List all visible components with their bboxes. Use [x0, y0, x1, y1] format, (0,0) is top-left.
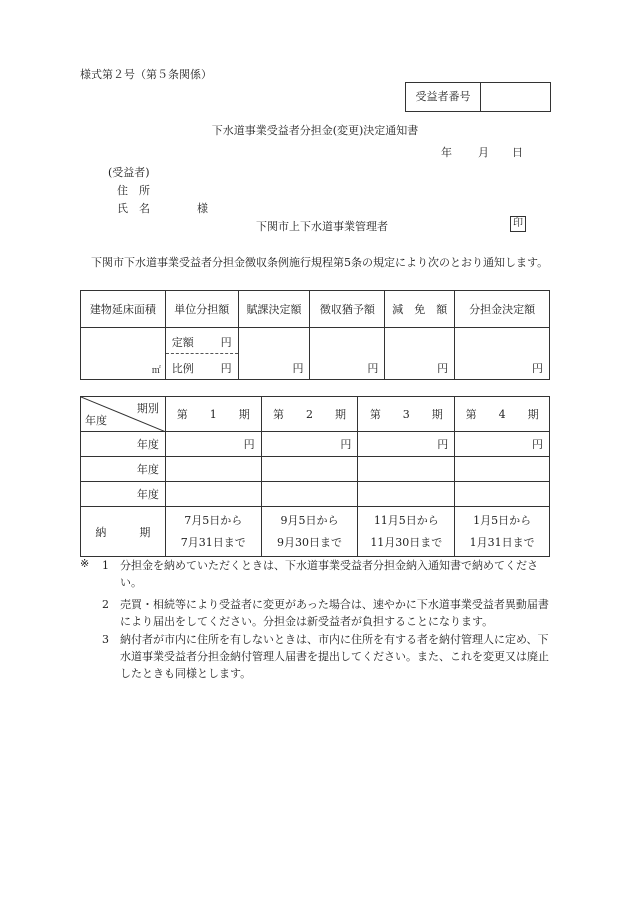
address-label: 住 所	[117, 184, 150, 197]
year-label: 年度	[81, 457, 166, 482]
period-3-amount[interactable]	[358, 482, 455, 507]
corner-period-label: 期別	[136, 402, 159, 415]
due-from: 1月5日から	[473, 513, 532, 527]
note-3-text: 納付者が市内に住所を有しないときは、市内に住所を有する者を納付管理人に定め、下水道事業受益者分担金納付管理人届書を提出してください。また、これを変更又は廃止したときも同様とします。	[120, 633, 549, 680]
period-1-due	[165, 507, 261, 557]
note-2-text: 売買・相続等により受益者に変更があった場合は、速やかに下水道事業受益者異動届書により届出をしてください。分担金は新受益者が負担することになります。	[120, 598, 549, 628]
period-3-due	[358, 507, 455, 557]
period-2-amount[interactable]: 円	[261, 432, 358, 457]
header-final-amount: 分担金決定額	[455, 291, 550, 328]
schedule-row	[81, 482, 550, 507]
levied-amount-cell[interactable]: 円	[238, 328, 310, 380]
note-3-number: 3	[102, 633, 109, 646]
exempt-amount-cell[interactable]: 円	[385, 328, 455, 380]
header-floor-area: 建物延床面積	[81, 291, 166, 328]
period-4-header: 第 4 期	[455, 397, 550, 432]
period-4-amount[interactable]: 円	[455, 432, 550, 457]
note-2	[80, 596, 550, 630]
schedule-row	[81, 457, 550, 482]
ratio-rate-line	[166, 353, 238, 379]
header-deferred-amount: 徴収猶予額	[310, 291, 385, 328]
period-4-amount[interactable]	[455, 482, 550, 507]
header-exempt-amount: 減 免 額	[385, 291, 455, 328]
deferred-amount-cell[interactable]: 円	[310, 328, 385, 380]
year-label: 年度	[81, 482, 166, 507]
period-4-due	[455, 507, 550, 557]
corner-cell	[81, 397, 166, 432]
period-3-header: 第 3 期	[358, 397, 455, 432]
due-from: 11月5日から	[373, 513, 439, 527]
honorific: 様	[197, 202, 208, 215]
period-3-amount[interactable]	[358, 457, 455, 482]
recipient-heading: (受益者)	[108, 166, 150, 179]
doc-title: 下水道事業受益者分担金(変更)決定通知書	[211, 124, 419, 137]
issuer-name: 下関市上下水道事業管理者	[256, 220, 388, 233]
fixed-rate-line	[166, 328, 238, 353]
assessment-value-row	[81, 328, 550, 380]
period-1-amount[interactable]: 円	[165, 432, 261, 457]
form-label: 様式第２号（第５条関係）	[80, 68, 212, 81]
corner-year-label: 年度	[85, 414, 107, 427]
seal-icon: 印	[510, 216, 526, 232]
note-1	[80, 557, 550, 591]
period-2-amount[interactable]	[261, 457, 358, 482]
note-1-number: 1	[102, 559, 109, 572]
name-label: 氏 名	[117, 202, 150, 215]
notes-mark: ※	[80, 557, 90, 570]
due-label: 納 期	[81, 507, 166, 557]
schedule-header-row	[81, 397, 550, 432]
period-2-header: 第 2 期	[261, 397, 358, 432]
recipient-number-field[interactable]	[481, 83, 550, 111]
fixed-yen: 円	[220, 336, 232, 349]
date-year: 年	[441, 146, 452, 159]
due-to: 11月30日まで	[370, 535, 443, 549]
recipient-number-box	[405, 82, 551, 112]
due-from: 7月5日から	[184, 513, 243, 527]
due-to: 7月31日まで	[180, 535, 246, 549]
date-day: 日	[512, 146, 523, 159]
period-1-header: 第 1 期	[165, 397, 261, 432]
ratio-label: 比例	[171, 362, 194, 375]
date-month: 月	[478, 146, 489, 159]
area-unit: ㎡	[151, 366, 161, 376]
due-to: 1月31日まで	[469, 535, 535, 549]
floor-area-cell[interactable]	[81, 328, 166, 380]
unit-charge-cell[interactable]	[165, 328, 238, 380]
period-3-amount[interactable]: 円	[358, 432, 455, 457]
period-1-amount[interactable]	[165, 457, 261, 482]
payment-schedule-table	[80, 396, 550, 557]
note-1-text: 分担金を納めていただくときは、下水道事業受益者分担金納入通知書で納めてください。	[120, 559, 538, 589]
note-2-number: 2	[102, 598, 109, 611]
due-to: 9月30日まで	[277, 535, 343, 549]
note-3	[80, 631, 550, 682]
period-2-amount[interactable]	[261, 482, 358, 507]
period-4-amount[interactable]	[455, 457, 550, 482]
fixed-label: 定額	[171, 336, 194, 349]
assessment-table	[80, 290, 550, 380]
final-amount-cell[interactable]: 円	[455, 328, 550, 380]
header-levied-amount: 賦課決定額	[238, 291, 310, 328]
period-2-due	[261, 507, 358, 557]
period-1-amount[interactable]	[165, 482, 261, 507]
due-from: 9月5日から	[280, 513, 339, 527]
recipient-number-label: 受益者番号	[406, 83, 481, 111]
header-unit-charge: 単位分担額	[165, 291, 238, 328]
assessment-header-row	[81, 291, 550, 328]
year-label: 年度	[81, 432, 166, 457]
due-date-row	[81, 507, 550, 557]
ratio-yen: 円	[220, 362, 232, 375]
schedule-row	[81, 432, 550, 457]
intro-text: 下関市下水道事業受益者分担金徴収条例施行規程第5条の規定により次のとおり通知します。	[91, 256, 549, 269]
